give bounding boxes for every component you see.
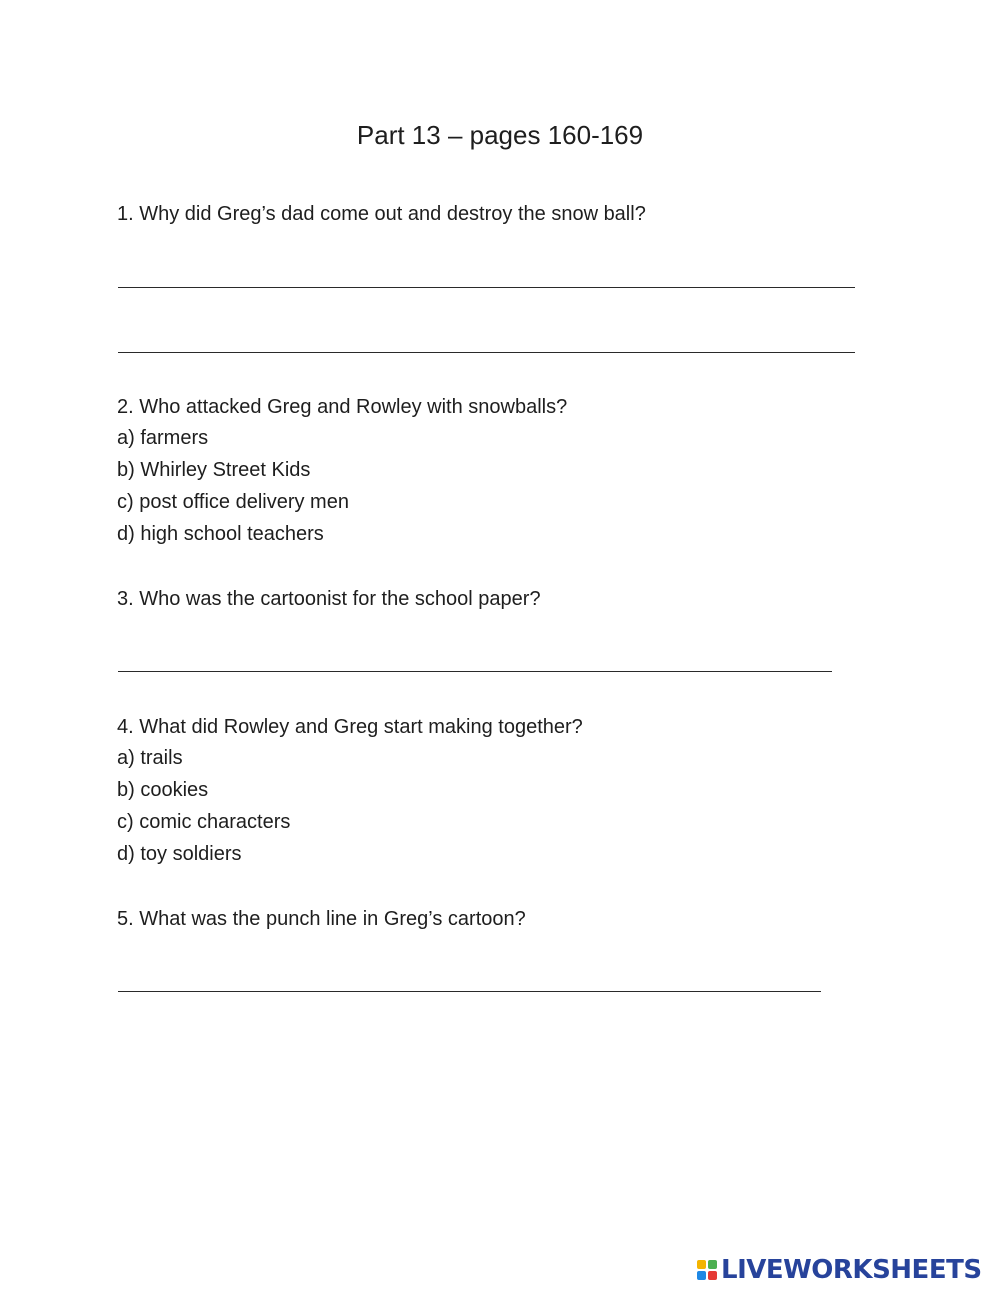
logo-tile-2 <box>708 1260 717 1269</box>
question-2-option-c: c) post office delivery men <box>117 491 349 513</box>
question-4-option-d: d) toy soldiers <box>117 843 242 865</box>
question-2-option-a: a) farmers <box>117 427 209 449</box>
answer-line-q3[interactable] <box>118 671 832 672</box>
answer-line-q5[interactable] <box>118 991 821 992</box>
question-4-option-b: b) cookies <box>117 779 209 801</box>
liveworksheets-logo <box>697 1255 982 1285</box>
logo-tile-3 <box>697 1271 706 1280</box>
logo-tile-4 <box>708 1271 717 1280</box>
question-5-prompt: 5. What was the punch line in Greg’s cartoon? <box>117 908 526 930</box>
logo-tile-1 <box>697 1260 706 1269</box>
question-2-prompt: 2. Who attacked Greg and Rowley with snowballs? <box>117 396 568 418</box>
question-4-option-a: a) trails <box>117 747 183 769</box>
question-2-option-d: d) high school teachers <box>117 523 324 545</box>
question-3-prompt: 3. Who was the cartoonist for the school paper? <box>117 588 541 610</box>
logo-text: LIVEWORKSHEETS <box>721 1255 982 1285</box>
question-4-prompt: 4. What did Rowley and Greg start making together? <box>117 716 583 738</box>
question-1-prompt: 1. Why did Greg’s dad come out and destroy the snow ball? <box>117 203 646 225</box>
question-2-option-b: b) Whirley Street Kids <box>117 459 311 481</box>
liveworksheets-logo-icon <box>697 1260 717 1280</box>
answer-line-q1-2[interactable] <box>118 352 855 353</box>
question-4-option-c: c) comic characters <box>117 811 291 833</box>
answer-line-q1-1[interactable] <box>118 287 855 288</box>
page-title: Part 13 – pages 160-169 <box>356 120 644 150</box>
